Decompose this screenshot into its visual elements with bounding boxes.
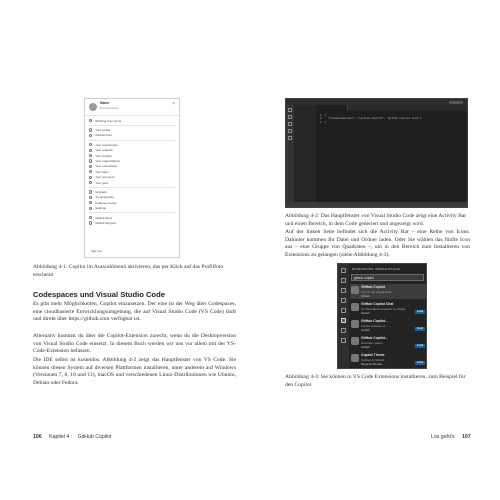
copilot-chat-icon [341, 338, 346, 343]
vscode-main-window-screenshot [285, 98, 468, 208]
extension-item [350, 284, 427, 299]
extension-item [350, 301, 427, 316]
menu-item-icon [89, 128, 92, 131]
extension-item [350, 352, 427, 367]
menu-item-label: Working from home [95, 118, 122, 123]
extension-description: AI chat features powered by Copilot [361, 306, 406, 311]
code-line: 3 } [320, 120, 327, 124]
menu-item-label: Your repositories [95, 142, 118, 147]
section-heading: Codespaces und Visual Studio Code [33, 290, 165, 299]
menu-item-icon [89, 134, 92, 137]
vscode-code-area [320, 114, 421, 124]
menu-item [89, 118, 175, 123]
extensions-icon [341, 318, 346, 323]
extension-description: Your AI pair programmer [361, 289, 392, 294]
extension-logo-icon [351, 354, 359, 362]
extension-name: GitHub Copilot [361, 285, 385, 289]
menu-item [89, 180, 175, 185]
menu-item-icon [89, 207, 92, 210]
extension-name: GitHub Copilot Chat [361, 302, 394, 306]
menu-item-icon [89, 216, 92, 219]
vscode-activity-bar [338, 264, 349, 368]
menu-item-icon [89, 149, 92, 152]
paragraph-3: Die IDE selbst ist kostenlos. Abbildung 4-2 zeigt das Hauptfenster von VS Code. Sie können diesen System auf diversen Plattformen installieren, unter anderem auf Windows (Versionen 7, 8, 10 und 11), macOS und verschiedenen Linux-Distributionen wie Ubuntu, Debian oder Fedora. [33, 357, 236, 386]
menu-item-label: GitHub Support [95, 220, 116, 225]
menu-item-icon [89, 154, 92, 157]
extension-logo-icon [351, 320, 359, 328]
menu-divider [89, 211, 175, 213]
extension-name: GitHub Copilot... [361, 319, 388, 323]
menu-item-label: Your enterprises [95, 164, 117, 169]
vscode-sidebar [294, 105, 316, 202]
extension-name: Copilot Theme [361, 353, 385, 357]
explorer-icon [288, 108, 292, 112]
menu-item-label: Feature preview [95, 200, 117, 205]
close-icon: × [172, 101, 175, 107]
menu-item-label: GitHub Docs [95, 215, 113, 220]
figure-caption-4-3: Abbildung 4-3: Sie können in VS Code Extensions installieren, zum Beispiel für den Copilot [285, 374, 466, 389]
menu-item-label: Your gists [95, 180, 109, 185]
explorer-icon [341, 268, 346, 273]
menu-item-label: Your stars [95, 169, 109, 174]
install-button: Install [416, 361, 424, 364]
search-icon [288, 115, 292, 119]
github-profile-menu-screenshot [84, 98, 180, 258]
menu-item-icon [89, 201, 92, 204]
vscode-activity-bar [286, 105, 294, 202]
paragraph-1: Es gibt mehr Möglichkeiten, Copilot einzusetzen. Der eine ist der Weg über Codespaces, eine cloudbasierte Entwicklungsumgebung, die auf Visual Studio Code (VS Code) läuft und direkt über https://github.com verfügbar ist. [33, 301, 236, 323]
extension-item [350, 335, 427, 350]
menu-item-label: Your profile [95, 128, 111, 133]
menu-item-label: Your organizations [95, 159, 120, 164]
figure-caption-4-2: Abbildung 4-2: Das Hauptfenster von Visual Studio Code zeigt eine Activity Bar und einen Bereich, in dem Code generiert und angezeigt wird. [285, 213, 467, 228]
menu-item [89, 205, 175, 210]
menu-item-icon [89, 221, 92, 224]
menu-user-header [85, 99, 179, 116]
menu-item [89, 133, 175, 138]
source-control-icon [341, 288, 346, 293]
menu-divider [89, 139, 175, 141]
extension-name: GitHub Copilot... [361, 336, 388, 340]
source-control-icon [288, 122, 292, 126]
run-debug-icon [288, 129, 292, 133]
extension-description: Generate custom... [361, 340, 385, 345]
extension-publisher: GitHub [361, 293, 370, 298]
install-button: Install [416, 327, 424, 330]
extension-description: A quick overview of... [361, 323, 388, 328]
menu-item-list [85, 116, 179, 228]
footer-chapter-title: GitHub Copilot [77, 434, 112, 440]
install-button: Install [416, 310, 424, 313]
extension-description: Inspired by GitHub... [361, 357, 387, 362]
left-page-footer [33, 434, 111, 440]
remote-icon [341, 308, 346, 313]
extension-publisher: Benjamin Benais [361, 361, 382, 366]
menu-item-label: Your sponsors [95, 175, 115, 180]
menu-item-icon [89, 143, 92, 146]
avatar [89, 103, 97, 111]
menu-user-login: Benutzername [100, 106, 119, 110]
extension-item [350, 318, 427, 333]
menu-item-label: Your Copilot [95, 153, 112, 158]
extensions-panel-header: EXTENSIONS: MARKETPLACE [352, 267, 400, 271]
testing-icon [341, 328, 346, 333]
menu-item-icon [89, 159, 92, 162]
menu-item-icon [89, 176, 92, 179]
menu-item-label: Settings [95, 206, 107, 211]
vscode-active-tab [316, 105, 348, 111]
page-number-right: 107 [461, 434, 471, 440]
menu-item-icon [89, 190, 92, 193]
menu-item-label: Try Enterprise [95, 195, 114, 200]
code-line: 1 { [320, 114, 327, 117]
menu-item-label: Upgrade [95, 189, 107, 194]
extensions-icon [288, 136, 292, 140]
vscode-extensions-screenshot [337, 263, 427, 369]
install-button: Install [416, 344, 424, 347]
footer-section: Los geht's [431, 434, 455, 440]
extension-logo-icon [351, 303, 359, 311]
extension-publisher: GitHub [361, 327, 370, 332]
extension-logo-icon [351, 286, 359, 294]
footer-chapter: Kapitel 4 : [49, 434, 73, 440]
code-line: 2 "recommendations": ["github.copilot", "github.copilot-chat"] [320, 117, 422, 121]
figure-caption-4-1: Abbildung 4-1: Copilot im Auswahlmenü aktivieren, das per Klick auf das Profilfoto erscheint [33, 264, 224, 279]
menu-item-icon [89, 181, 92, 184]
menu-user-name: Name [100, 101, 110, 105]
menu-item [89, 220, 175, 225]
right-page-footer [431, 434, 471, 440]
menu-divider [89, 186, 175, 188]
menu-item-icon [89, 170, 92, 173]
page-number-left: 106 [33, 434, 42, 440]
extension-publisher: GitHub [361, 310, 370, 315]
menu-item-icon [89, 119, 92, 122]
vscode-status-bar [286, 202, 467, 207]
right-paragraph: Auf der linken Seite befindet sich die Activity Bar – eine Reihe von Icons. Dahinter kommen Ihr Datei und Ordner laden. Oder Sie wählen das fünfte Icon aus – eine Gruppe von Quadraten –, um in den Bereich zum Installieren von Extensions zu gelangen (siehe Abbildung 4-3). [285, 229, 470, 258]
menu-item-icon [89, 165, 92, 168]
menu-divider [89, 124, 175, 126]
extensions-search-input: github copilot [351, 274, 424, 281]
menu-signout: Sign out [91, 249, 103, 253]
menu-item-label: Add account [95, 133, 112, 138]
paragraph-2: Alternativ kommst du über die Copilot-Extension zurecht, wenn du die Desktopversion von Visual Studio Code einsetzt. In diesem Buch werden wir uns vor allem mit der VS-Code-Extension befassen. [33, 333, 236, 355]
extension-logo-icon [351, 337, 359, 345]
extension-publisher: GitHub [361, 344, 370, 349]
search-icon [341, 278, 346, 283]
run-debug-icon [341, 298, 346, 303]
menu-item-icon [89, 196, 92, 199]
menu-item-label: Your projects [95, 148, 113, 153]
